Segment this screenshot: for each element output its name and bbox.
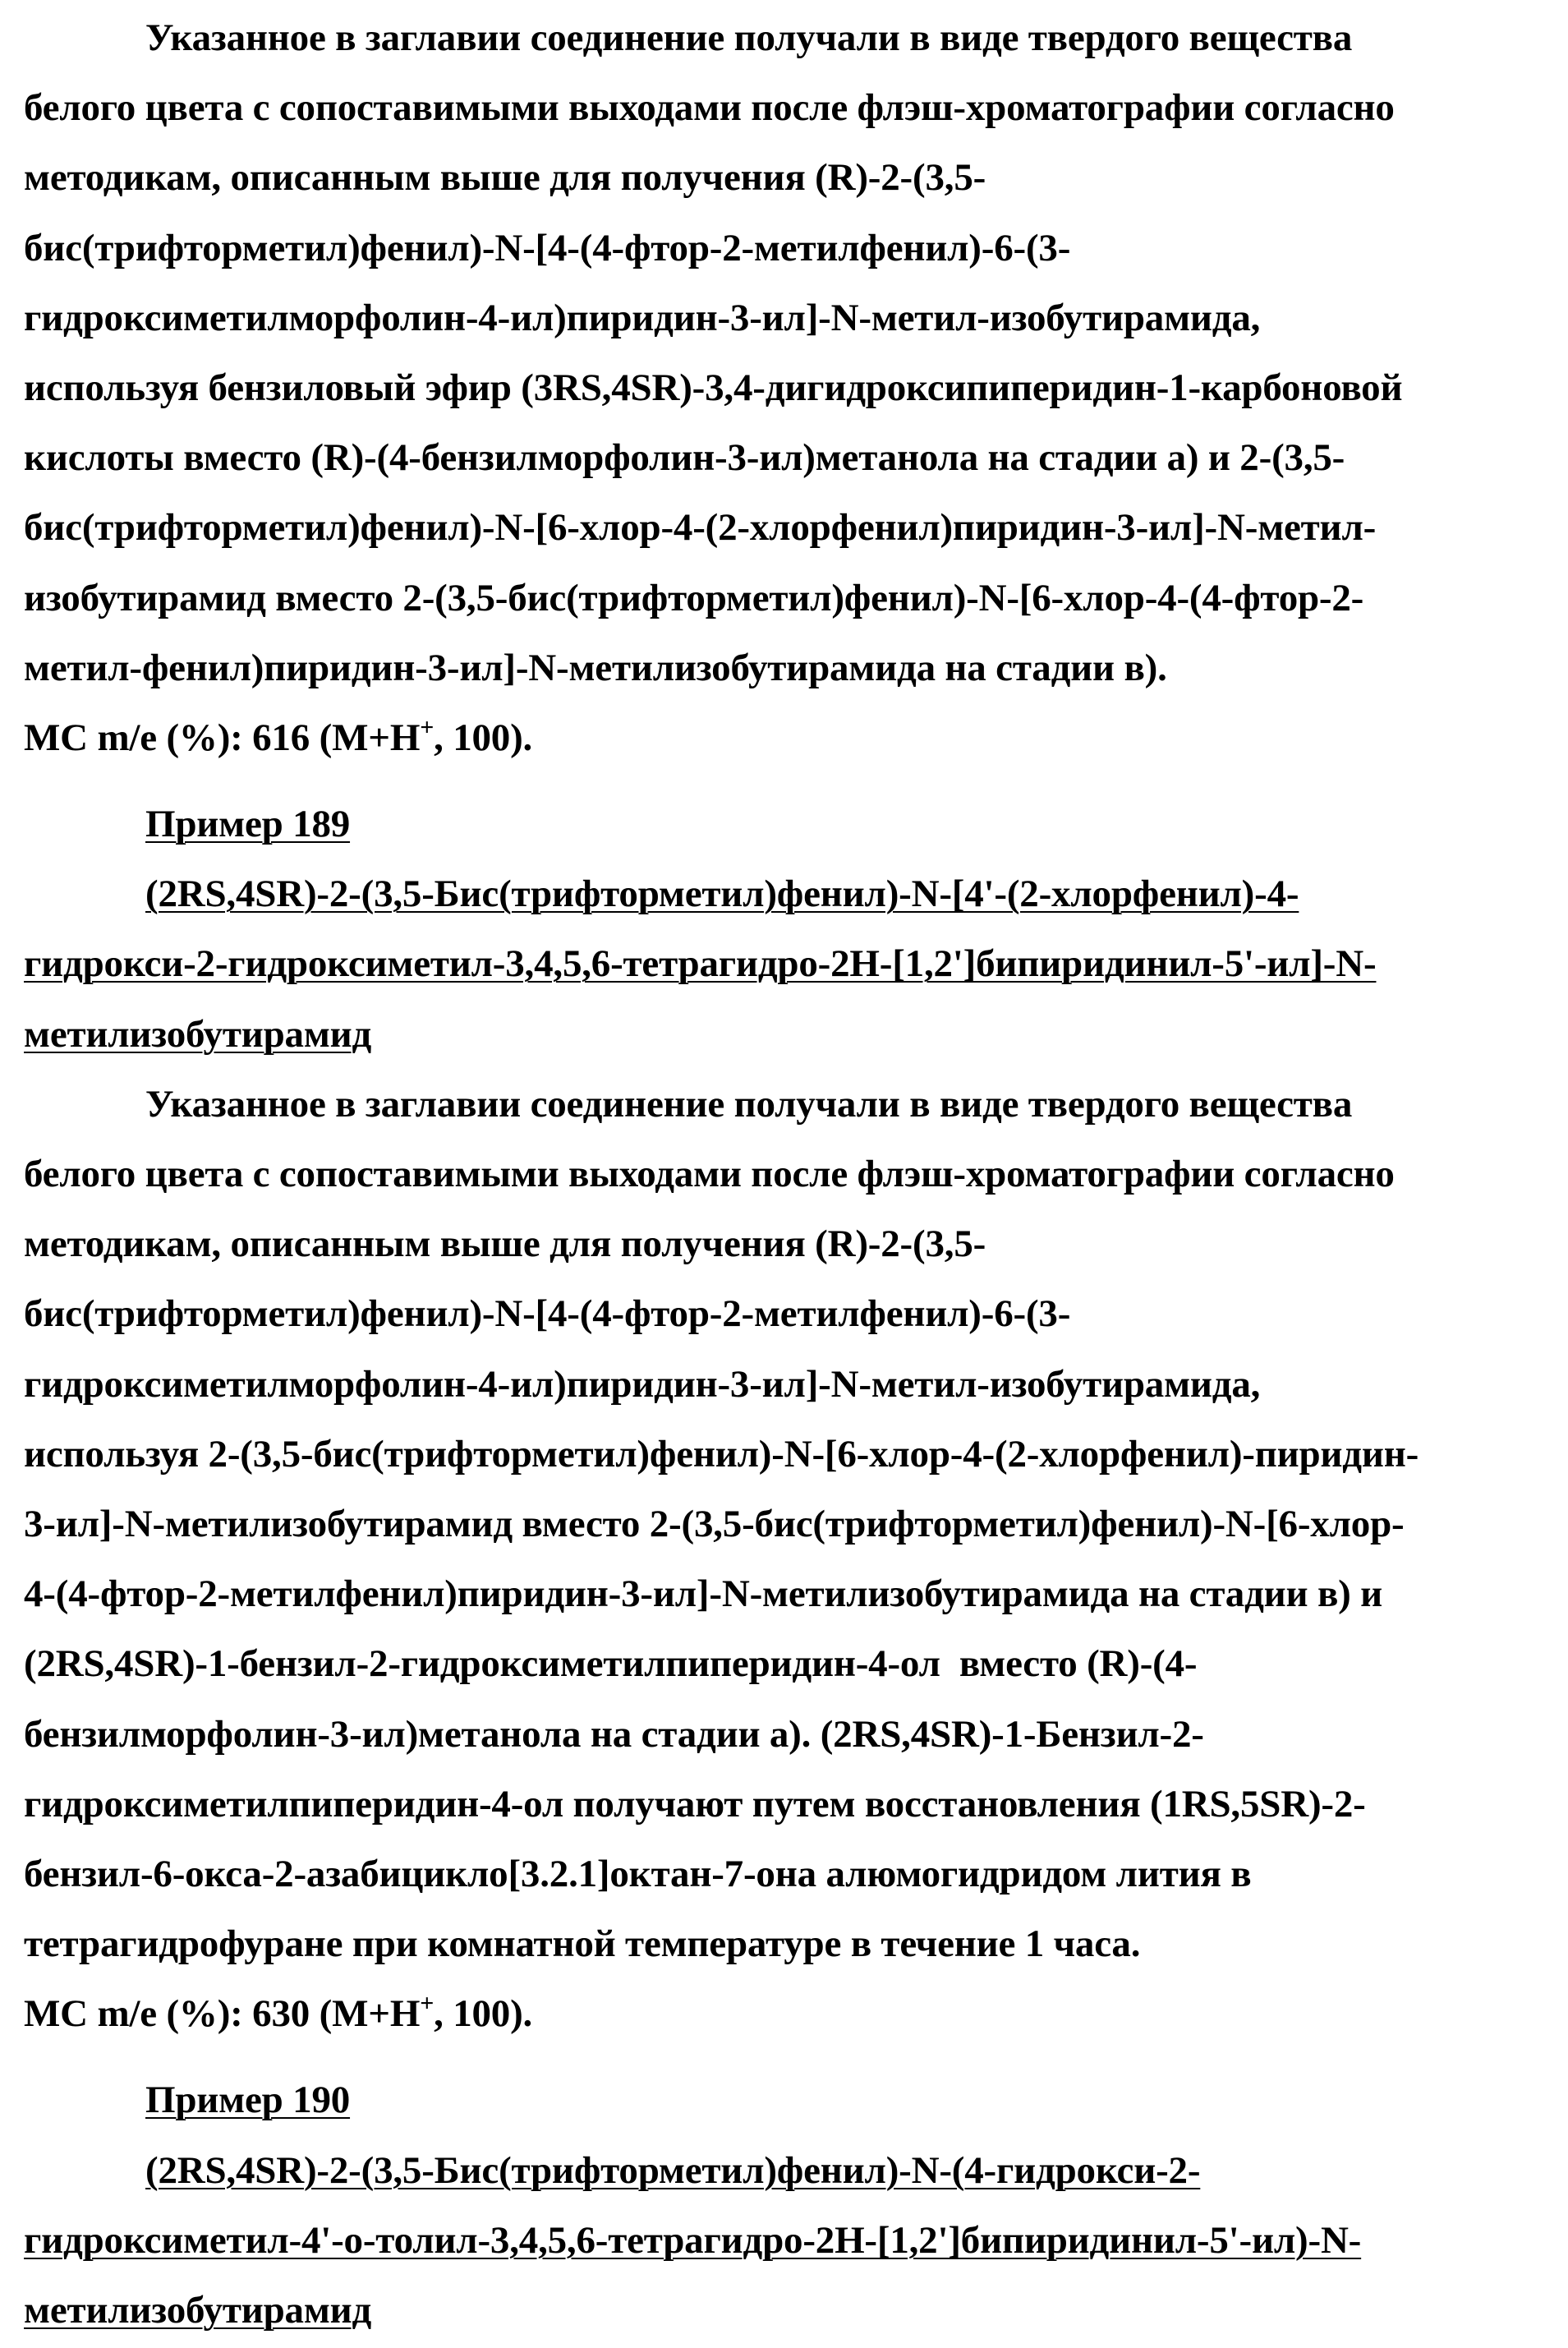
text-line: метил-фенил)пиридин-3-ил]-N-метилизобутирамида на стадии в).: [24, 633, 1560, 703]
text-line: белого цвета с сопоставимыми выходами после флэш-хроматографии согласно: [24, 1139, 1560, 1209]
title-text: гидроксиметил-4'-о-толил-3,4,5,6-тетрагидро-2H-[1,2']бипиридинил-5'-ил)-N-: [24, 2219, 1361, 2262]
title-text: гидрокси-2-гидроксиметил-3,4,5,6-тетрагидро-2H-[1,2']бипиридинил-5'-ил]-N-: [24, 942, 1376, 985]
mass-spec-line: [24, 1979, 1560, 2049]
text-line: Указанное в заглавии соединение получали в виде твердого вещества: [24, 1070, 1560, 1139]
ms-text: , 100).: [434, 716, 532, 759]
ms-superscript: +: [420, 1990, 434, 2017]
title-line: [24, 2206, 1560, 2276]
text-line: используя 2-(3,5-бис(трифторметил)фенил)-N-[6-хлор-4-(2-хлорфенил)-пиридин-: [24, 1420, 1560, 1489]
text-line: 4-(4-фтор-2-метилфенил)пиридин-3-ил]-N-метилизобутирамида на стадии в) и: [24, 1559, 1560, 1629]
example-label: Пример 189: [145, 803, 350, 845]
text-line: изобутирамид вместо 2-(3,5-бис(трифторметил)фенил)-N-[6-хлор-4-(4-фтор-2-: [24, 564, 1560, 633]
title-line: [24, 859, 1560, 929]
text-line: бис(трифторметил)фенил)-N-[4-(4-фтор-2-метилфенил)-6-(3-: [24, 1279, 1560, 1349]
mass-spec-line: [24, 703, 1560, 773]
text-line: бис(трифторметил)фенил)-N-[6-хлор-4-(2-хлорфенил)пиридин-3-ил]-N-метил-: [24, 493, 1560, 563]
paragraph-intro: [24, 3, 1560, 703]
title-line: [24, 1000, 1560, 1070]
ms-text: МС m/e (%): 630 (M+H: [24, 1992, 420, 2035]
example-189-title: [24, 859, 1560, 1070]
example-190-heading: [24, 2065, 1560, 2135]
text-line: методикам, описанным выше для получения (R)-2-(3,5-: [24, 1209, 1560, 1279]
ms-superscript: +: [420, 714, 434, 741]
title-text: (2RS,4SR)-2-(3,5-Бис(трифторметил)фенил)-N-(4-гидрокси-2-: [145, 2149, 1200, 2192]
document-page: [24, 3, 1560, 2346]
example-190-title: [24, 2136, 1560, 2346]
text-line: (2RS,4SR)-1-бензил-2-гидроксиметилпиперидин-4-ол вместо (R)-(4-: [24, 1629, 1560, 1699]
text-line: тетрагидрофуране при комнатной температуре в течение 1 часа.: [24, 1909, 1560, 1979]
text-line: гидроксиметилпиперидин-4-ол получают путем восстановления (1RS,5SR)-2-: [24, 1770, 1560, 1839]
text-line: гидроксиметилморфолин-4-ил)пиридин-3-ил]-N-метил-изобутирамида,: [24, 283, 1560, 353]
title-text: метилизобутирамид: [24, 1013, 371, 1056]
text-line: 3-ил]-N-метилизобутирамид вместо 2-(3,5-бис(трифторметил)фенил)-N-[6-хлор-: [24, 1489, 1560, 1559]
title-text: метилизобутирамид: [24, 2289, 371, 2332]
text-line: методикам, описанным выше для получения (R)-2-(3,5-: [24, 143, 1560, 213]
text-line: гидроксиметилморфолин-4-ил)пиридин-3-ил]-N-метил-изобутирамида,: [24, 1350, 1560, 1420]
text-line: Указанное в заглавии соединение получали в виде твердого вещества: [24, 3, 1560, 73]
title-line: [24, 2276, 1560, 2346]
example-189-heading: [24, 790, 1560, 859]
title-line: [24, 2136, 1560, 2206]
text-line: бис(трифторметил)фенил)-N-[4-(4-фтор-2-метилфенил)-6-(3-: [24, 214, 1560, 283]
title-line: [24, 929, 1560, 999]
title-text: (2RS,4SR)-2-(3,5-Бис(трифторметил)фенил)-N-[4'-(2-хлорфенил)-4-: [145, 872, 1299, 915]
example-189-body: [24, 1070, 1560, 1979]
text-line: бензилморфолин-3-ил)метанола на стадии а). (2RS,4SR)-1-Бензил-2-: [24, 1700, 1560, 1770]
ms-text: , 100).: [434, 1992, 532, 2035]
text-line: используя бензиловый эфир (3RS,4SR)-3,4-дигидроксипиперидин-1-карбоновой: [24, 353, 1560, 423]
example-label: Пример 190: [145, 2079, 350, 2121]
text-line: белого цвета с сопоставимыми выходами после флэш-хроматографии согласно: [24, 73, 1560, 143]
text-line: кислоты вместо (R)-(4-бензилморфолин-3-ил)метанола на стадии а) и 2-(3,5-: [24, 423, 1560, 493]
ms-text: МС m/e (%): 616 (M+H: [24, 716, 420, 759]
text-line: бензил-6-окса-2-азабицикло[3.2.1]октан-7-она алюмогидридом лития в: [24, 1839, 1560, 1909]
